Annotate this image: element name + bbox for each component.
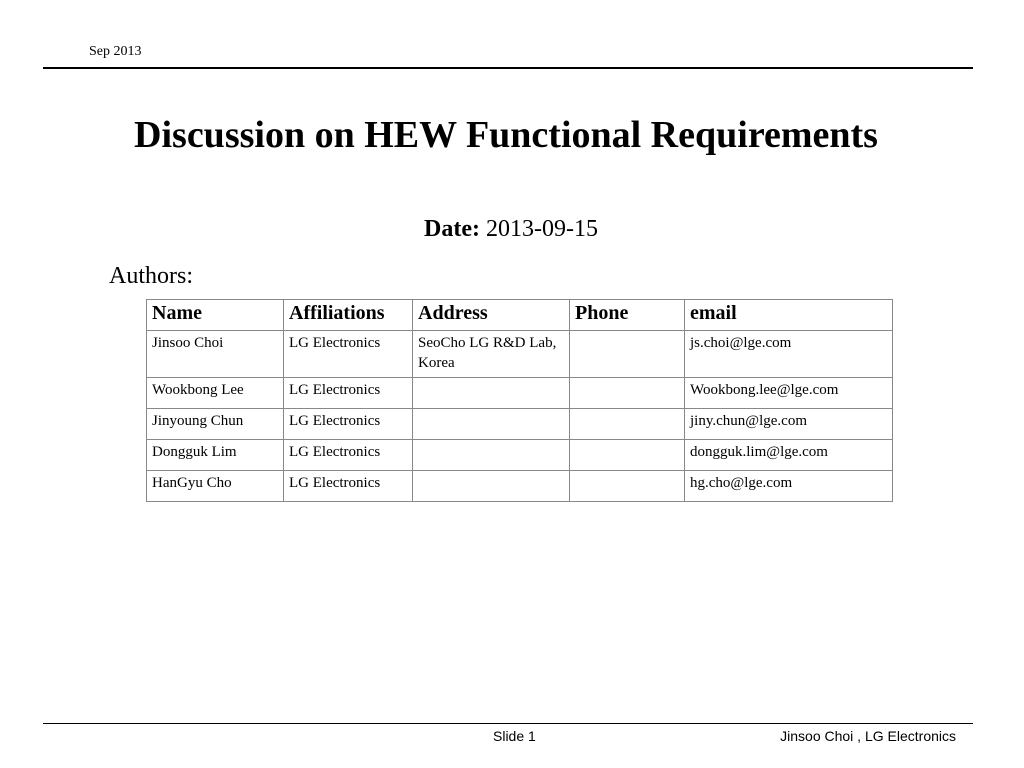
- table-row: [147, 409, 893, 440]
- cell-address: [413, 378, 570, 409]
- authors-table: [146, 299, 893, 502]
- cell-address: [413, 409, 570, 440]
- cell-email: dongguk.lim@lge.com: [685, 440, 893, 471]
- cell-name: Wookbong Lee: [147, 378, 284, 409]
- slide-title: Discussion on HEW Functional Requirements: [134, 114, 878, 156]
- cell-affiliation: LG Electronics: [284, 440, 413, 471]
- column-header-address: Address: [413, 300, 570, 331]
- cell-phone: [570, 378, 685, 409]
- table-row: [147, 440, 893, 471]
- header-divider: [43, 67, 973, 69]
- cell-affiliation: LG Electronics: [284, 471, 413, 502]
- table-row: [147, 331, 893, 378]
- cell-phone: [570, 440, 685, 471]
- date-line: [0, 216, 1022, 243]
- cell-name: Jinsoo Choi: [147, 331, 284, 378]
- cell-name: HanGyu Cho: [147, 471, 284, 502]
- footer-author: Jinsoo Choi , LG Electronics: [780, 728, 956, 744]
- cell-address: [413, 440, 570, 471]
- table-row: [147, 378, 893, 409]
- authors-label: Authors:: [109, 263, 193, 289]
- cell-email: js.choi@lge.com: [685, 331, 893, 378]
- column-header-phone: Phone: [570, 300, 685, 331]
- date-value: 2013-09-15: [479, 216, 598, 242]
- footer-divider: [43, 723, 973, 724]
- cell-email: jiny.chun@lge.com: [685, 409, 893, 440]
- cell-affiliation: LG Electronics: [284, 378, 413, 409]
- header-date: Sep 2013: [89, 44, 142, 59]
- cell-name: Dongguk Lim: [147, 440, 284, 471]
- cell-address: SeoCho LG R&D Lab, Korea: [413, 331, 570, 378]
- cell-phone: [570, 409, 685, 440]
- table-row: [147, 471, 893, 502]
- column-header-email: email: [685, 300, 893, 331]
- column-header-affiliations: Affiliations: [284, 300, 413, 331]
- cell-address: [413, 471, 570, 502]
- cell-email: hg.cho@lge.com: [685, 471, 893, 502]
- slide-number: Slide 1: [493, 728, 536, 744]
- table-header-row: [147, 300, 893, 331]
- cell-phone: [570, 471, 685, 502]
- cell-email: Wookbong.lee@lge.com: [685, 378, 893, 409]
- column-header-name: Name: [147, 300, 284, 331]
- cell-affiliation: LG Electronics: [284, 409, 413, 440]
- cell-phone: [570, 331, 685, 378]
- cell-name: Jinyoung Chun: [147, 409, 284, 440]
- cell-affiliation: LG Electronics: [284, 331, 413, 378]
- date-label: Date:: [424, 216, 480, 242]
